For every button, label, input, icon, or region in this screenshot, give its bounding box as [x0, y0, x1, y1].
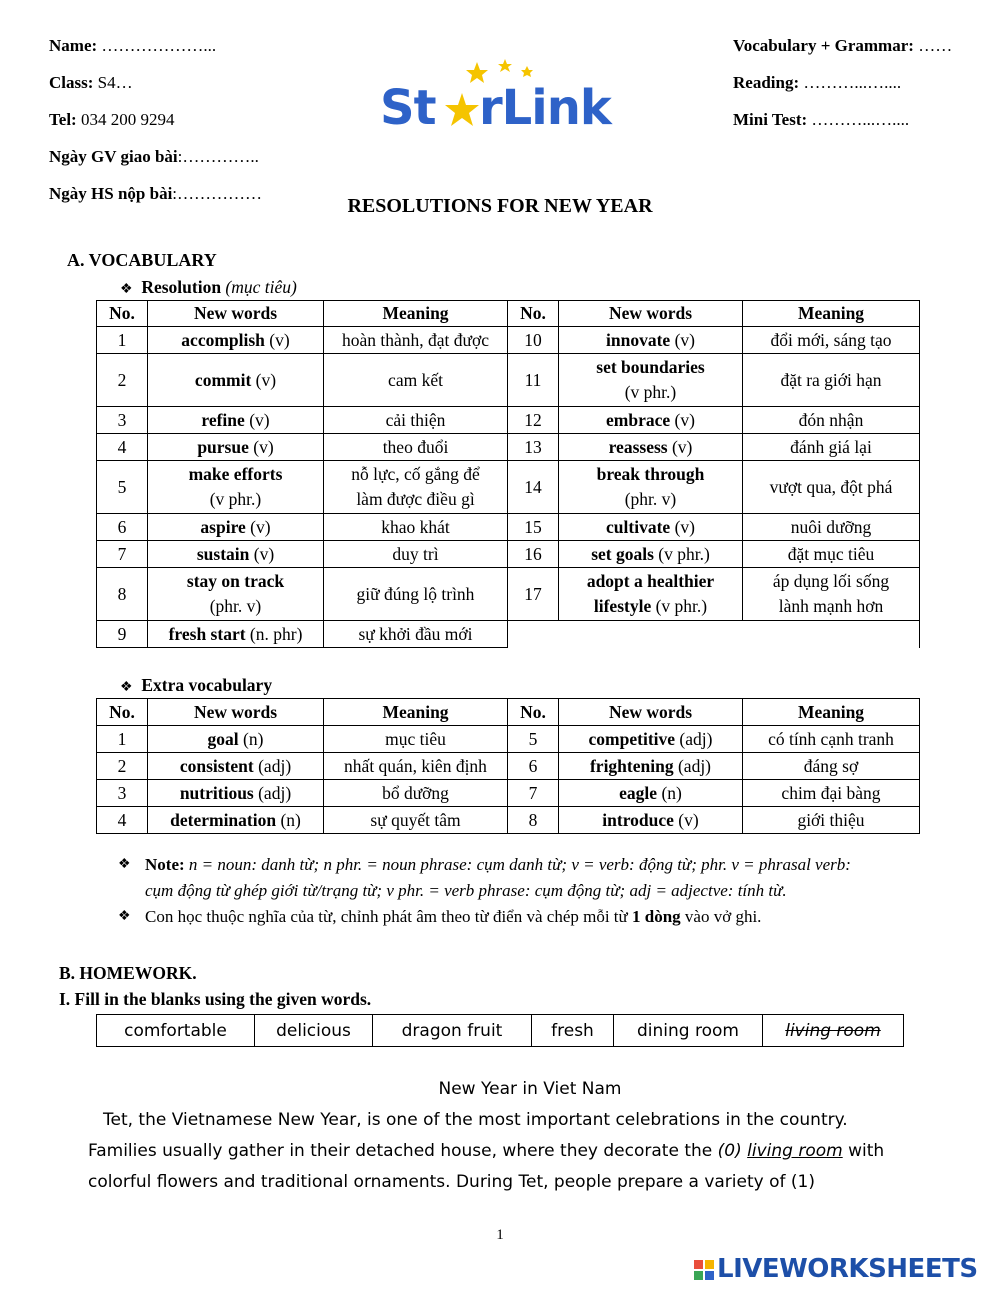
table-row: 6 aspire (v) khao khát 15 cultivate (v) nuôi dưỡng: [97, 514, 920, 541]
mini-test-score: Mini Test: ………...…....: [733, 110, 910, 129]
story-line-2: Families usually gather in their detached house, where they decorate the (0) living room with: [88, 1141, 885, 1161]
story-line-3: colorful flowers and traditional ornaments. During Tet, people prepare a variety of (1): [88, 1172, 815, 1192]
reading-score: Reading: ………...…....: [733, 73, 902, 92]
diamond-bullet-icon: ❖: [120, 680, 133, 695]
notes-block: [118, 852, 978, 930]
table-row: 2 consistent (adj) nhất quán, kiên định 6 frightening (adj) đáng sợ: [97, 753, 920, 780]
table-header-row: No. New words Meaning No. New words Meaning: [97, 301, 920, 327]
table-header-row: No. New words Meaning No. New words Meaning: [97, 699, 920, 726]
diamond-bullet-icon: ❖: [118, 857, 131, 872]
table-row: 3 nutritious (adj) bổ dưỡng 7 eagle (n) chim đại bàng: [97, 780, 920, 807]
table-row: 8 stay on track (phr. v) giữ đúng lộ trình 17 adopt a healthier lifestyle (v phr.) áp dụng lối sống lành mạnh hơn: [97, 568, 920, 621]
table-row: 4 pursue (v) theo đuổi 13 reassess (v) đánh giá lại: [97, 434, 920, 461]
table-row: 1 accomplish (v) hoàn thành, đạt được 10 innovate (v) đổi mới, sáng tạo: [97, 327, 920, 354]
section-b-heading: B. HOMEWORK.: [59, 963, 197, 983]
logo-star-icon: [444, 92, 480, 128]
story-title: New Year in Viet Nam: [438, 1079, 622, 1099]
logo-text-left: St: [380, 80, 436, 136]
table-row: 3 refine (v) cải thiện 12 embrace (v) đón nhận: [97, 407, 920, 434]
class-line: Class: S4…: [49, 73, 133, 92]
assign-date-line: Ngày GV giao bài:…………..: [49, 147, 259, 166]
logo-text-right: rLink: [479, 80, 611, 136]
liveworksheets-brand: LIVEWORKSHEETS: [693, 1256, 993, 1286]
section-a-heading: A. VOCABULARY: [67, 250, 217, 270]
resolution-table: [96, 300, 920, 648]
exercise-1-instruction: I. Fill in the blanks using the given words.: [59, 989, 372, 1009]
diamond-bullet-icon: ❖: [120, 282, 133, 297]
table-row: 1 goal (n) mục tiêu 5 competitive (adj) có tính cạnh tranh: [97, 726, 920, 753]
word-bank-item: delicious: [255, 1015, 373, 1047]
diamond-bullet-icon: ❖: [118, 909, 131, 924]
word-bank-item-used: living room: [763, 1015, 904, 1047]
worksheet-title: RESOLUTIONS FOR NEW YEAR: [347, 195, 653, 217]
study-instruction: ❖ Con học thuộc nghĩa của từ, chỉnh phát âm theo từ điển và chép mỗi từ 1 dòng vào vở ghi.: [118, 904, 978, 930]
word-bank-item: comfortable: [97, 1015, 255, 1047]
word-bank-item: dragon fruit: [373, 1015, 532, 1047]
extra-vocab-subheading: ❖ Extra vocabulary: [120, 675, 273, 695]
story-line-1: Tet, the Vietnamese New Year, is one of the most important celebrations in the country.: [103, 1110, 848, 1130]
liveworksheets-icon: [693, 1259, 715, 1281]
tel-line: Tel: 034 200 9294: [49, 110, 175, 129]
table-row: 2 commit (v) cam kết 11 set boundaries (v phr.) đặt ra giới hạn: [97, 354, 920, 407]
table-row: 9 fresh start (n. phr) sự khởi đầu mới: [97, 621, 920, 648]
vocab-grammar-score: Vocabulary + Grammar: ……: [733, 36, 953, 55]
table-row: 5 make efforts (v phr.) nỗ lực, cố gắng để làm được điều gì 14 break through (phr. v) vượt qua, đột phá: [97, 461, 920, 514]
table-row: 4 determination (n) sự quyết tâm 8 introduce (v) giới thiệu: [97, 807, 920, 834]
word-bank-item: dining room: [614, 1015, 763, 1047]
resolution-subheading: ❖ Resolution (mục tiêu): [120, 277, 297, 297]
page-number: 1: [496, 1227, 504, 1243]
example-answer: living room: [747, 1141, 843, 1161]
name-line: Name: ………………...: [49, 36, 217, 55]
table-row: 7 sustain (v) duy trì 16 set goals (v phr.) đặt mục tiêu: [97, 541, 920, 568]
abbreviation-note: ❖ Note: n = noun: danh từ; n phr. = noun phrase: cụm danh từ; v = verb: động từ; phr. v = phrasal verb: cụm động từ ghép giới từ/trạng từ; v phr. = verb phrase: cụm động từ; adj = adjectve: tính từ.: [118, 852, 978, 904]
submit-date-line: Ngày HS nộp bài:……………: [49, 184, 263, 203]
starlink-logo: [380, 58, 620, 138]
word-bank-table: [96, 1014, 904, 1047]
word-bank-row: [97, 1015, 904, 1047]
extra-vocab-table: [96, 698, 920, 834]
word-bank-item: fresh: [532, 1015, 614, 1047]
